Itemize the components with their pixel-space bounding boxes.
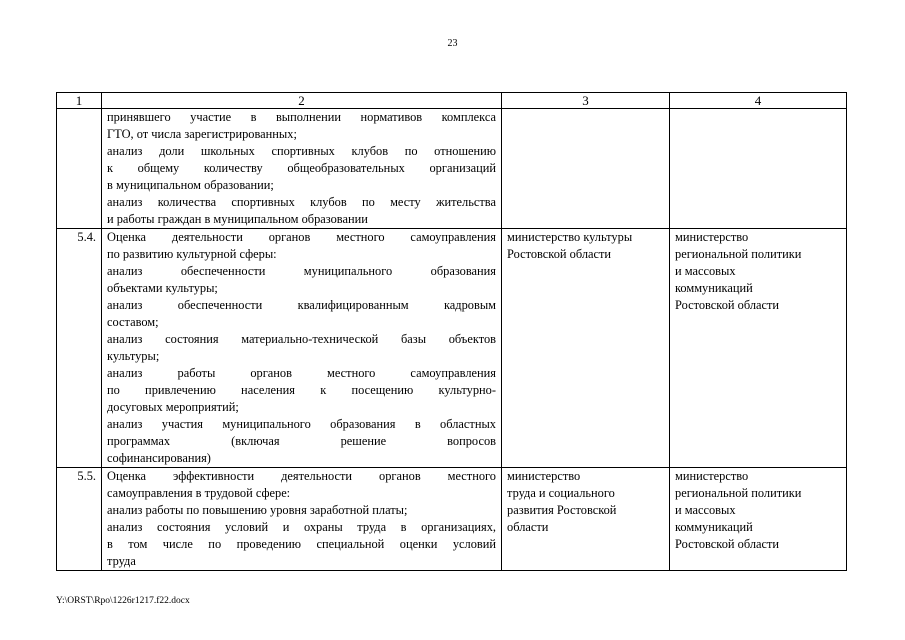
coexecutor-line: региональной политики (675, 247, 802, 261)
description-line: софинансирования) (107, 451, 211, 465)
column-header: 2 (102, 93, 502, 109)
coexecutor-line: Ростовской области (675, 298, 780, 312)
executor-line: министерство (507, 469, 581, 483)
description-line: по развитию культурной сферы: (107, 247, 277, 261)
description-line: анализ участия муниципального образования в областных (107, 417, 496, 431)
description-line: объектами культуры; (107, 281, 218, 295)
executor-line: развития Ростовской (507, 503, 617, 517)
description-line: самоуправления в трудовой сфере: (107, 486, 291, 500)
table-header-row (57, 93, 847, 109)
responsible-executor (502, 229, 670, 468)
description-line: программах (включая решение вопросов (107, 434, 496, 448)
description-line: культуры; (107, 349, 160, 363)
column-header: 3 (502, 93, 670, 109)
coexecutor-line: региональной политики (675, 486, 802, 500)
description-line: анализ состояния условий и охраны труда в организациях, (107, 520, 496, 534)
description-line: составом; (107, 315, 159, 329)
description-line: Оценка эффективности деятельности органов местного (107, 469, 496, 483)
coexecutor-line: Ростовской области (675, 537, 780, 551)
row-number: 5.5. (57, 468, 102, 571)
description-line: в муниципальном образовании; (107, 178, 274, 192)
column-header: 4 (670, 93, 847, 109)
responsible-executor (502, 109, 670, 229)
table-row (57, 229, 847, 468)
executor-line: министерство культуры (507, 230, 633, 244)
column-header: 1 (57, 93, 102, 109)
description-line: досуговых мероприятий; (107, 400, 239, 414)
table-body (57, 109, 847, 571)
co-executor (670, 109, 847, 229)
description-line: ГТО, от числа зарегистрированных; (107, 127, 297, 141)
description-line: принявшего участие в выполнении нормативов комплекса (107, 110, 496, 124)
measure-description (102, 109, 502, 229)
measure-description (102, 229, 502, 468)
executor-line: области (507, 520, 549, 534)
description-line: анализ обеспеченности муниципального образования (107, 264, 496, 278)
coexecutor-line: и массовых (675, 264, 736, 278)
description-line: анализ состояния материально-технической базы объектов (107, 332, 496, 346)
coexecutor-line: коммуникаций (675, 520, 753, 534)
measure-description (102, 468, 502, 571)
executor-line: Ростовской области (507, 247, 612, 261)
description-line: анализ работы органов местного самоуправления (107, 366, 496, 380)
row-number: 5.4. (57, 229, 102, 468)
description-line: и работы граждан в муниципальном образовании (107, 212, 368, 226)
description-line: в том числе по проведению специальной оценки условий (107, 537, 496, 551)
description-line: по привлечению населения к посещению культурно- (107, 383, 496, 397)
document-table (56, 92, 847, 571)
page-number: 23 (447, 38, 458, 49)
description-line: труда (107, 554, 136, 568)
description-line: анализ работы по повышению уровня заработной платы; (107, 503, 408, 517)
coexecutor-line: коммуникаций (675, 281, 753, 295)
table-row (57, 468, 847, 571)
coexecutor-line: и массовых (675, 503, 736, 517)
file-path-footer: Y:\ORST\Rpo\1226r1217.f22.docx (56, 596, 190, 606)
coexecutor-line: министерство (675, 230, 749, 244)
description-line: Оценка деятельности органов местного самоуправления (107, 230, 496, 244)
executor-line: труда и социального (507, 486, 615, 500)
table-row (57, 109, 847, 229)
description-line: анализ обеспеченности квалифицированным кадровым (107, 298, 496, 312)
co-executor (670, 229, 847, 468)
description-line: анализ количества спортивных клубов по месту жительства (107, 195, 496, 209)
co-executor (670, 468, 847, 571)
description-line: анализ доли школьных спортивных клубов по отношению (107, 144, 496, 158)
row-number (57, 109, 102, 229)
description-line: к общему количеству общеобразовательных организаций (107, 161, 496, 175)
responsible-executor (502, 468, 670, 571)
coexecutor-line: министерство (675, 469, 749, 483)
